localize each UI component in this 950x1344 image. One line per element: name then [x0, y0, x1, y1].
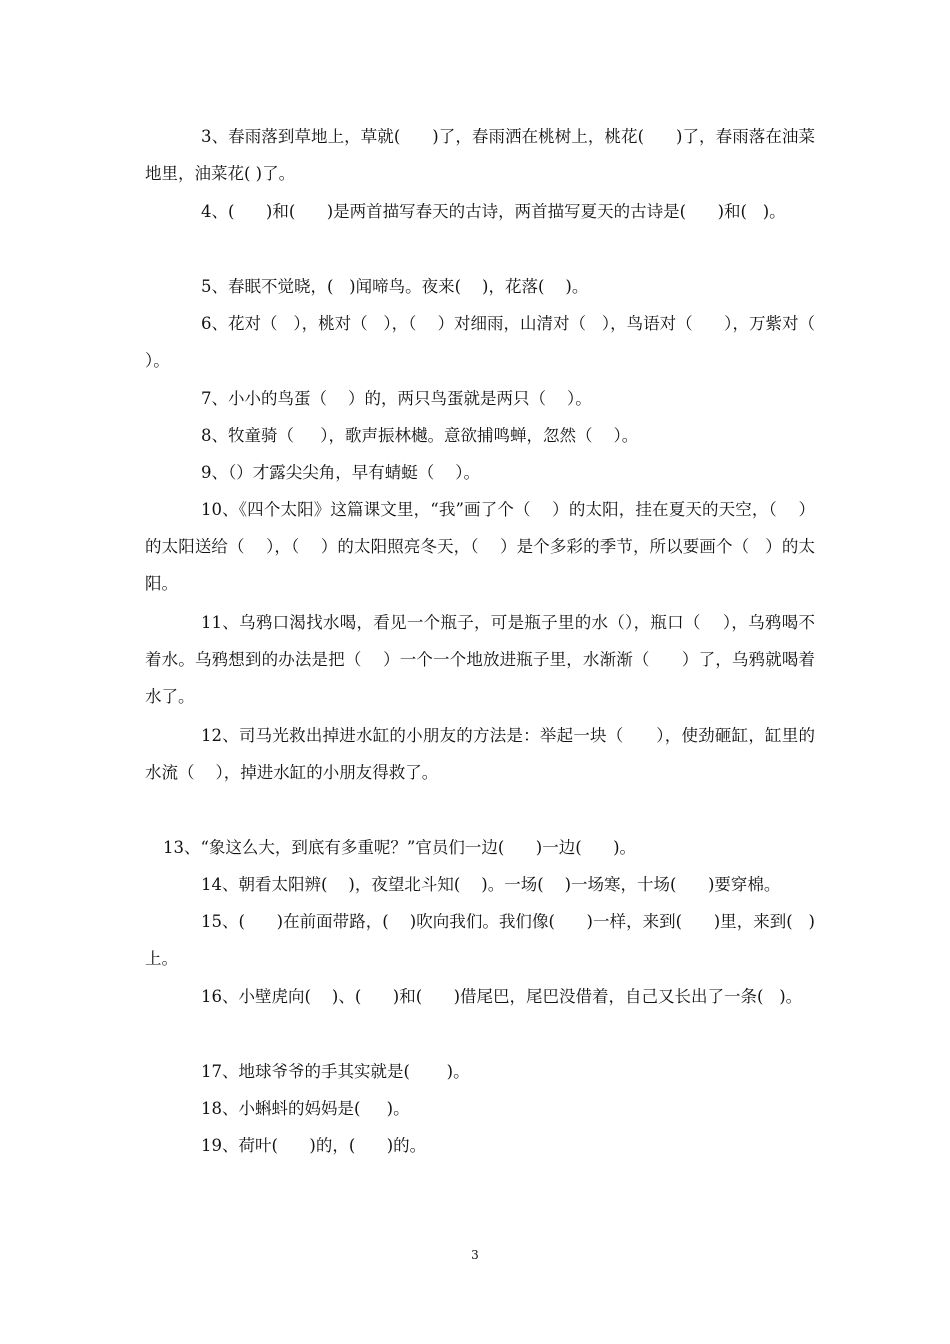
question-5: 5、春眠不觉晓，( )闻啼鸟。夜来( )，花落( )。 — [201, 277, 589, 296]
question-13: 13、“象这么大，到底有多重呢？”官员们一边( )一边( )。 — [163, 838, 637, 857]
question-18: 18、小蝌蚪的妈妈是( )。 — [201, 1099, 410, 1118]
question-8: 8、牧童骑（ ），歌声振林樾。意欲捕鸣蝉，忽然（ ）。 — [201, 426, 639, 445]
question-4: 4、( )和( )是两首描写春天的古诗，两首描写夏天的古诗是( )和( )。 — [201, 202, 786, 221]
question-7: 7、小小的鸟蛋（ ）的，两只鸟蛋就是两只（ ）。 — [201, 389, 592, 408]
page-number: 3 — [471, 1248, 479, 1262]
question-10: 10、《四个太阳》这篇课文里，“我”画了个（ ）的太阳，挂在夏天的天空，（ ）的太阳送给（ ），（ ）的太阳照亮冬天，（ ）是个多彩的季节，所以要画个（ ）的太阳。 — [145, 500, 815, 593]
question-6: 6、花对（ ），桃对（ ），（ ）对细雨，山清对（ ），鸟语对（ ），万紫对（ ）。 — [145, 314, 836, 370]
question-17: 17、地球爷爷的手其实就是( )。 — [201, 1062, 470, 1081]
question-14: 14、朝看太阳辨( )，夜望北斗知( )。一场( )一场寒，十场( )要穿棉。 — [201, 875, 781, 894]
question-16: 16、小壁虎向( )、( )和( )借尾巴，尾巴没借着，自己又长出了一条( )。 — [201, 987, 803, 1006]
question-19: 19、荷叶( )的，( )的。 — [201, 1136, 427, 1155]
question-9: 9、（）才露尖尖角，早有蜻蜓（ ）。 — [201, 463, 480, 482]
question-12: 12、司马光救出掉进水缸的小朋友的方法是：举起一块（ ），使劲砸缸，缸里的水流（ ），掉进水缸的小朋友得救了。 — [145, 726, 815, 782]
question-3: 3、春雨落到草地上，草就( )了，春雨洒在桃树上，桃花( )了，春雨落在油菜地里，油菜花( )了。 — [145, 127, 815, 183]
question-11: 11、乌鸦口渴找水喝，看见一个瓶子，可是瓶子里的水（），瓶口（ ），乌鸦喝不着水。乌鸦想到的办法是把（ ）一个一个地放进瓶子里，水渐渐（ ）了，乌鸦就喝着水了。 — [145, 613, 815, 706]
question-15: 15、( )在前面带路，( )吹向我们。我们像( )一样，来到( )里，来到( )上。 — [145, 912, 815, 968]
